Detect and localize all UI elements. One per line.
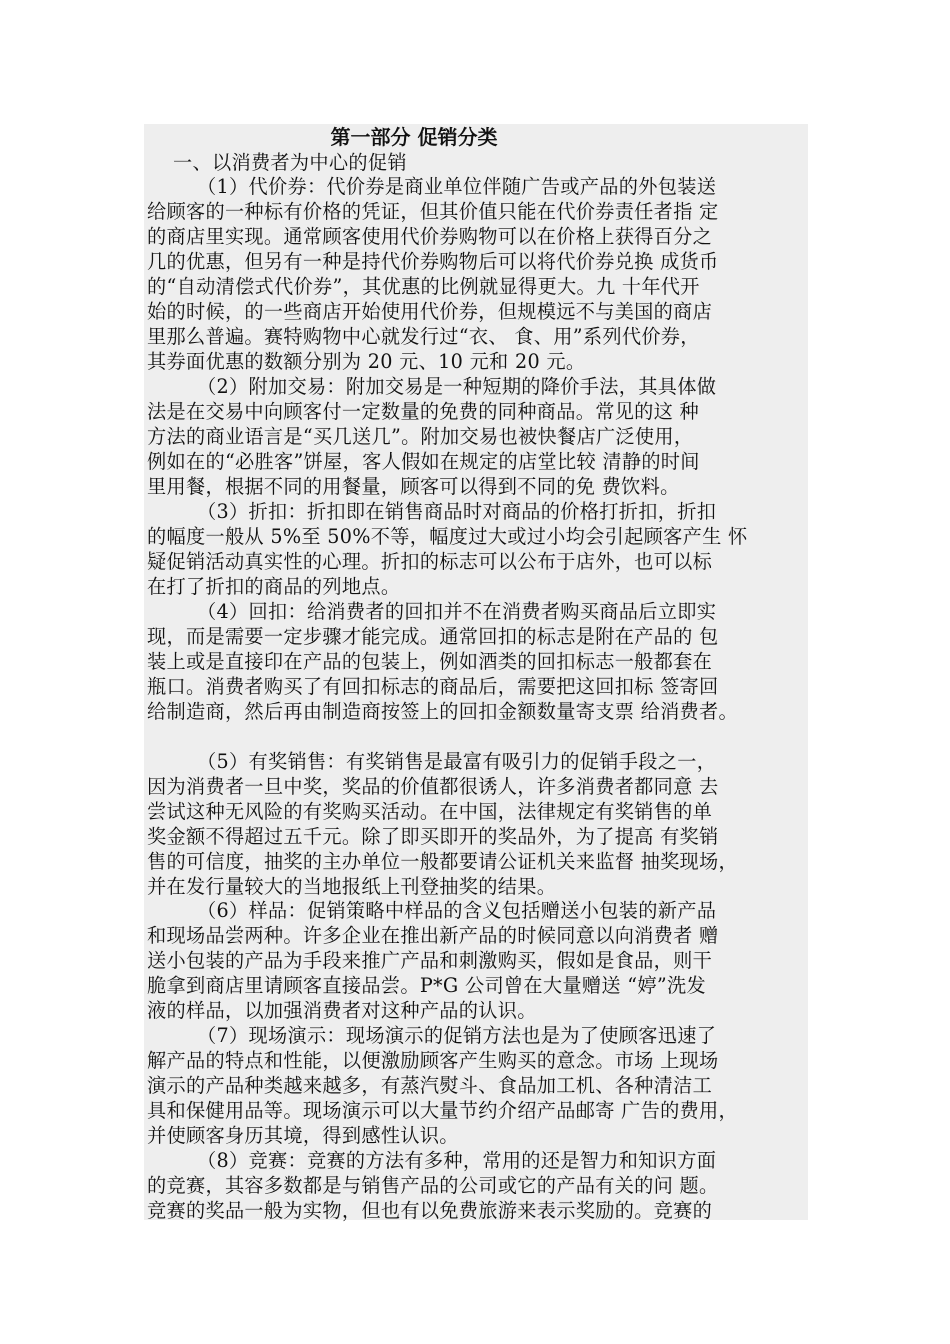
paragraph-line: 里那么普遍。赛特购物中心就发行过“衣、 食、用”系列代价券， — [147, 325, 700, 348]
paragraph-line: 因为消费者一旦中奖，奖品的价值都很诱人，许多消费者都同意 去 — [147, 775, 719, 798]
paragraph-line: 具和保健用品等。现场演示可以大量节约介绍产品邮寄 广告的费用， — [147, 1099, 739, 1122]
page-title: 第一部分 促销分类 — [330, 125, 498, 149]
paragraph-line: 尝试这种无风险的有奖购买活动。在中国，法律规定有奖销售的单 — [147, 800, 713, 823]
paragraph-line: （4）回扣：给消费者的回扣并不在消费者购买商品后立即实 — [197, 600, 717, 623]
paragraph-line: 竞赛的奖品一般为实物，但也有以免费旅游来表示奖励的。竞赛的 — [147, 1199, 713, 1222]
paragraph-line: 始的时候，的一些商店开始使用代价券，但规模远不与美国的商店 — [147, 300, 713, 323]
paragraph-line: 给制造商，然后再由制造商按签上的回扣金额数量寄支票 给消费者。 — [147, 700, 739, 723]
paragraph-line: 例如在的“必胜客”饼屋，客人假如在规定的店堂比较 清静的时间 — [147, 450, 700, 473]
paragraph-line: 解产品的特点和性能，以便激励顾客产生购买的意念。市场 上现场 — [147, 1049, 719, 1072]
paragraph-line: 和现场品尝两种。许多企业在推出新产品的时候同意以向消费者 赠 — [147, 924, 719, 947]
paragraph-line: 售的可信度，抽奖的主办单位一般都要请公证机关来监督 抽奖现场， — [147, 850, 739, 873]
paragraph-line: 并在发行量较大的当地报纸上刊登抽奖的结果。 — [147, 875, 557, 898]
paragraph-line: （5）有奖销售：有奖销售是最富有吸引力的促销手段之一， — [197, 750, 717, 773]
paragraph-line: （8）竞赛：竞赛的方法有多种，常用的还是智力和知识方面 — [197, 1149, 717, 1172]
paragraph-line: 其券面优惠的数额分别为 20 元、10 元和 20 元。 — [147, 350, 586, 373]
paragraph-line: （3）折扣：折扣即在销售商品时对商品的价格打折扣，折扣 — [197, 500, 717, 523]
paragraph-line: 的商店里实现。通常顾客使用代价券购物可以在价格上获得百分之 — [147, 225, 713, 248]
paragraph-line: 液的样品，以加强消费者对这种产品的认识。 — [147, 999, 537, 1022]
paragraph-line: 的幅度一般从 5%至 50%不等，幅度过大或过小均会引起顾客产生 怀 — [147, 525, 748, 548]
paragraph-line: 的竞赛，其容多数都是与销售产品的公司或它的产品有关的问 题。 — [147, 1174, 719, 1197]
paragraph-line: 几的优惠，但另有一种是持代价券购物后可以将代价券兑换 成货币 — [147, 250, 719, 273]
paragraph-line: 瓶口。消费者购买了有回扣标志的商品后，需要把这回扣标 签寄回 — [147, 675, 719, 698]
paragraph-line: （2）附加交易：附加交易是一种短期的降价手法，其具体做 — [197, 375, 717, 398]
paragraph-line: 法是在交易中向顾客付一定数量的免费的同种商品。常见的这 种 — [147, 400, 700, 423]
paragraph-line: 现，而是需要一定步骤才能完成。通常回扣的标志是附在产品的 包 — [147, 625, 719, 648]
paragraph-line: 方法的商业语言是“买几送几”。附加交易也被快餐店广泛使用， — [147, 425, 694, 448]
paragraph-line: 并使顾客身历其境，得到感性认识。 — [147, 1124, 459, 1147]
paragraph-line: 奖金额不得超过五千元。除了即买即开的奖品外，为了提高 有奖销 — [147, 825, 719, 848]
paragraph-line: 的“自动清偿式代价券”，其优惠的比例就显得更大。九 十年代开 — [147, 275, 700, 298]
paragraph-line: 送小包装的产品为手段来推广产品和刺激购买，假如是食品，则干 — [147, 949, 713, 972]
paragraph-line: 里用餐，根据不同的用餐量，顾客可以得到不同的免 费饮料。 — [147, 475, 680, 498]
section-heading: 一、以消费者为中心的促销 — [173, 151, 407, 174]
paragraph-line: 装上或是直接印在产品的包装上，例如酒类的回扣标志一般都套在 — [147, 650, 713, 673]
paragraph-line: （7）现场演示：现场演示的促销方法也是为了使顾客迅速了 — [197, 1024, 717, 1047]
paragraph-line: （1）代价券：代价券是商业单位伴随广告或产品的外包装送 — [197, 175, 717, 198]
paragraph-line: 脆拿到商店里请顾客直接品尝。P*G 公司曾在大量赠送 “婷”洗发 — [147, 974, 706, 997]
paragraph-line: （6）样品：促销策略中样品的含义包括赠送小包装的新产品 — [197, 899, 717, 922]
paragraph-line: 在打了折扣的商品的列地点。 — [147, 575, 401, 598]
paragraph-line: 演示的产品种类越来越多，有蒸汽熨斗、食品加工机、各种清洁工 — [147, 1074, 713, 1097]
paragraph-line: 给顾客的一种标有价格的凭证，但其价值只能在代价券责任者指 定 — [147, 200, 719, 223]
paragraph-line: 疑促销活动真实性的心理。折扣的标志可以公布于店外，也可以标 — [147, 550, 713, 573]
